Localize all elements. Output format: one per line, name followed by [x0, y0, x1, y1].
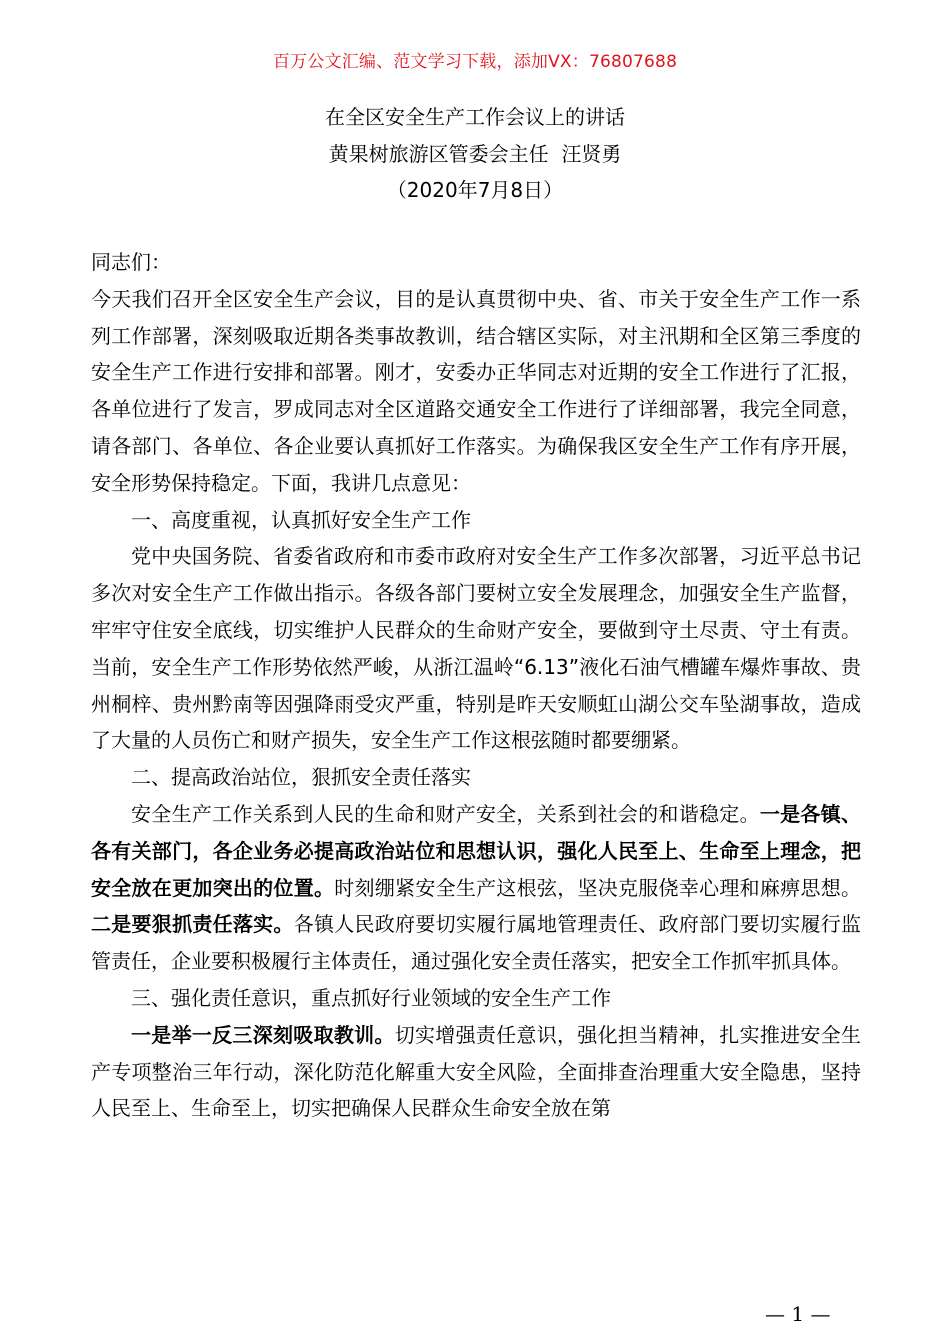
s2-text-1: 安全生产工作关系到人民的生命和财产安全，关系到社会的和谐稳定。 — [131, 801, 760, 826]
speaker-line: 黄果树旅游区管委会主任 汪贤勇 — [328, 142, 622, 166]
section-1-heading: 一、高度重视，认真抓好安全生产工作 — [131, 507, 471, 532]
s2-text-3: 各镇人民政府要切实履行属地管理责任、政府部门要切实履行监管责任，企业要积极履行主体责任，通过强化安全责任落实，把安全工作抓牢抓具体。 — [91, 912, 862, 974]
section-2-heading: 二、提高政治站位，狠抓安全责任落实 — [131, 765, 471, 790]
section-3-heading: 三、强化责任意识，重点抓好行业领域的安全生产工作 — [131, 985, 611, 1010]
section-2-paragraph — [91, 796, 861, 980]
s2-text-2: 时刻绷紧安全生产这根弦，坚决克服侥幸心理和麻痹思想。 — [334, 875, 862, 900]
section-1-paragraph: 党中央国务院、省委省政府和市委市政府对安全生产工作多次部署，习近平总书记多次对安全生产工作做出指示。各级各部门要树立安全发展理念，加强安全生产监督，牢牢守住安全底线，切实维护人民群众的生命财产安全，要做到守土尽责、守土有责。当前，安全生产工作形势依然严峻，从浙江温岭“6.13”液化石油气槽罐车爆炸事故、贵州桐梓、贵州黔南等因强降雨受灾严重，特别是昨天安顺虹山湖公交车坠湖事故，造成了大量的人员伤亡和财产损失，安全生产工作这根弦随时都要绷紧。 — [91, 544, 861, 753]
section-3-paragraph — [91, 1017, 861, 1127]
document-title: 在全区安全生产工作会议上的讲话 — [325, 105, 625, 129]
page-number: — 1 — — [765, 1302, 831, 1326]
document-body — [91, 244, 861, 1127]
s2-bold-2: 二是要狠抓责任落实。 — [91, 912, 294, 937]
intro-paragraph: 今天我们召开全区安全生产会议，目的是认真贯彻中央、省、市关于安全生产工作一系列工作部署，深刻吸取近期各类事故教训，结合辖区实际，对主汛期和全区第三季度的安全生产工作进行安排和部署。刚才，安委办正华同志对近期的安全工作进行了汇报，各单位进行了发言，罗成同志对全区道路交通安全工作进行了详细部署，我完全同意，请各部门、各单位、各企业要认真抓好工作落实。为确保我区安全生产工作有序开展，安全形势保持稳定。下面，我讲几点意见： — [91, 286, 861, 495]
s3-bold-1: 一是举一反三深刻吸取教训。 — [131, 1022, 395, 1047]
salutation: 同志们： — [91, 250, 171, 274]
speech-date: （2020年7月8日） — [386, 178, 564, 202]
s3-text-1: 切实增强责任意识，强化担当精神，扎实推进安全生产专项整治三年行动，深化防范化解重大安全风险，全面排查治理重大安全隐患，坚持人民至上、生命至上，切实把确保人民群众生命安全放在第 — [91, 1022, 862, 1121]
watermark-banner: 百万公文汇编、范文学习下载，添加VX：76807688 — [272, 52, 678, 72]
s2-bold-1: 一是各镇、各有关部门，各企业务必提高政治站位和思想认识，强化人民至上、生命至上理念，把安全放在更加突出的位置。 — [91, 801, 862, 900]
